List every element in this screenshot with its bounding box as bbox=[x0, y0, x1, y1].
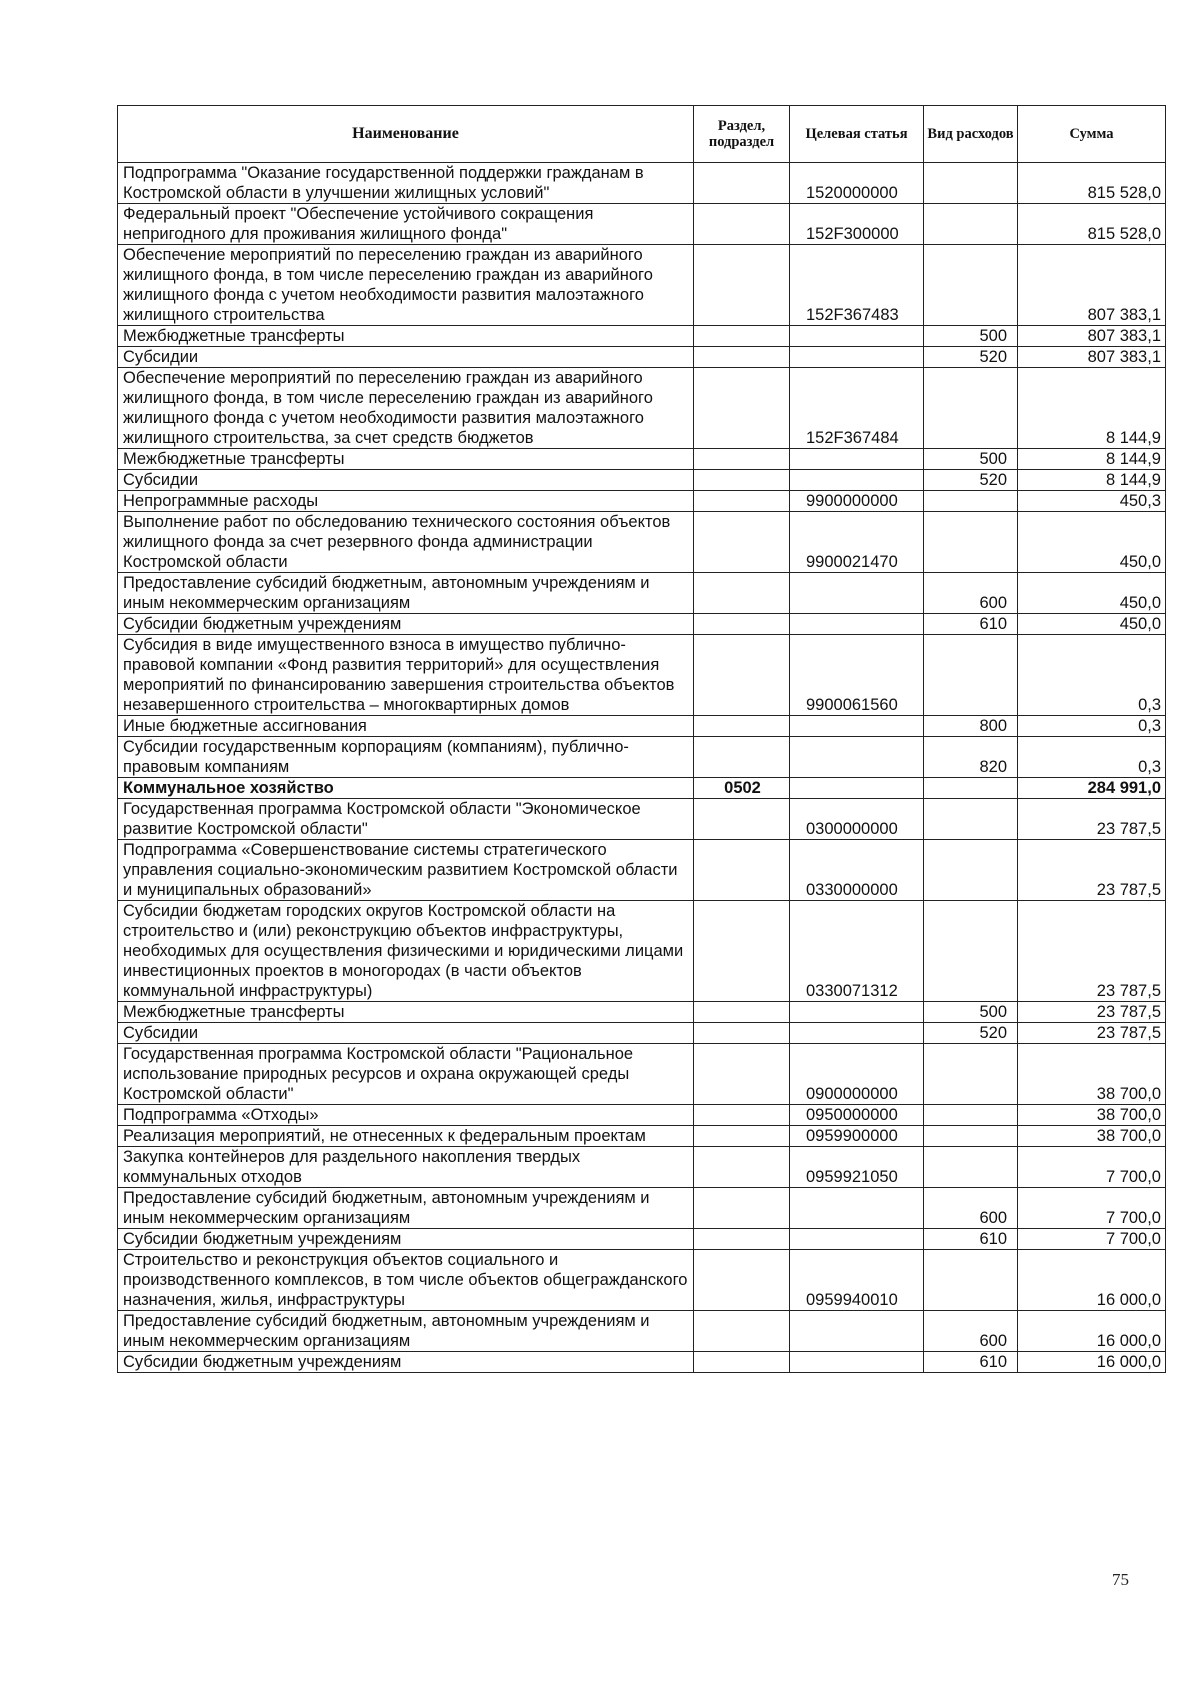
cell-name: Подпрограмма "Оказание государственной поддержки гражданам в Костромской области в улучшении жилищных условий" bbox=[118, 163, 694, 204]
cell-kind bbox=[924, 1126, 1018, 1147]
header-target: Целевая статья bbox=[790, 106, 924, 163]
cell-name: Предоставление субсидий бюджетным, автономным учреждениям и иным некоммерческим организациям bbox=[118, 573, 694, 614]
table-row bbox=[118, 1105, 1166, 1126]
table-row bbox=[118, 1250, 1166, 1311]
cell-kind: 600 bbox=[924, 1188, 1018, 1229]
cell-section bbox=[694, 449, 790, 470]
cell-kind bbox=[924, 778, 1018, 799]
cell-section bbox=[694, 1126, 790, 1147]
cell-sum: 7 700,0 bbox=[1018, 1188, 1166, 1229]
cell-kind: 610 bbox=[924, 614, 1018, 635]
cell-section bbox=[694, 1002, 790, 1023]
cell-name: Коммунальное хозяйство bbox=[118, 778, 694, 799]
cell-target bbox=[790, 573, 924, 614]
table-row bbox=[118, 449, 1166, 470]
cell-target bbox=[790, 1002, 924, 1023]
table-row bbox=[118, 799, 1166, 840]
cell-name: Реализация мероприятий, не отнесенных к федеральным проектам bbox=[118, 1126, 694, 1147]
cell-target bbox=[790, 1229, 924, 1250]
cell-sum: 450,3 bbox=[1018, 491, 1166, 512]
cell-kind: 520 bbox=[924, 470, 1018, 491]
cell-name: Подпрограмма «Совершенствование системы стратегического управления социально-экономическим развитием Костромской области и муниципальных образований» bbox=[118, 840, 694, 901]
cell-sum: 7 700,0 bbox=[1018, 1229, 1166, 1250]
header-section: Раздел, подраздел bbox=[694, 106, 790, 163]
cell-name: Предоставление субсидий бюджетным, автономным учреждениям и иным некоммерческим организациям bbox=[118, 1188, 694, 1229]
cell-kind bbox=[924, 1105, 1018, 1126]
cell-target: 0300000000 bbox=[790, 799, 924, 840]
cell-sum: 38 700,0 bbox=[1018, 1044, 1166, 1105]
cell-target: 9900021470 bbox=[790, 512, 924, 573]
cell-target: 0330071312 bbox=[790, 901, 924, 1002]
table-row bbox=[118, 1044, 1166, 1105]
cell-section bbox=[694, 1105, 790, 1126]
cell-target: 9900061560 bbox=[790, 635, 924, 716]
cell-target: 0330000000 bbox=[790, 840, 924, 901]
cell-section bbox=[694, 901, 790, 1002]
cell-sum: 0,3 bbox=[1018, 635, 1166, 716]
cell-section bbox=[694, 245, 790, 326]
cell-section bbox=[694, 840, 790, 901]
cell-target bbox=[790, 347, 924, 368]
cell-sum: 16 000,0 bbox=[1018, 1352, 1166, 1373]
cell-sum: 807 383,1 bbox=[1018, 347, 1166, 368]
table-row bbox=[118, 1311, 1166, 1352]
table-row bbox=[118, 737, 1166, 778]
cell-kind bbox=[924, 1147, 1018, 1188]
cell-sum: 23 787,5 bbox=[1018, 1002, 1166, 1023]
cell-name: Межбюджетные трансферты bbox=[118, 449, 694, 470]
cell-target bbox=[790, 778, 924, 799]
cell-sum: 450,0 bbox=[1018, 614, 1166, 635]
cell-kind: 800 bbox=[924, 716, 1018, 737]
cell-name: Непрограммные расходы bbox=[118, 491, 694, 512]
cell-target: 0959921050 bbox=[790, 1147, 924, 1188]
cell-kind bbox=[924, 901, 1018, 1002]
cell-sum: 815 528,0 bbox=[1018, 204, 1166, 245]
header-name: Наименование bbox=[118, 106, 694, 163]
budget-table bbox=[117, 105, 1166, 1373]
cell-section bbox=[694, 326, 790, 347]
cell-sum: 450,0 bbox=[1018, 573, 1166, 614]
cell-kind bbox=[924, 1044, 1018, 1105]
cell-sum: 16 000,0 bbox=[1018, 1250, 1166, 1311]
cell-target: 0959940010 bbox=[790, 1250, 924, 1311]
table-row bbox=[118, 470, 1166, 491]
cell-sum: 0,3 bbox=[1018, 737, 1166, 778]
cell-section bbox=[694, 614, 790, 635]
cell-name: Федеральный проект "Обеспечение устойчивого сокращения непригодного для проживания жилищного фонда" bbox=[118, 204, 694, 245]
table-row bbox=[118, 491, 1166, 512]
table-row bbox=[118, 1002, 1166, 1023]
cell-kind bbox=[924, 245, 1018, 326]
cell-name: Субсидии bbox=[118, 347, 694, 368]
cell-kind: 600 bbox=[924, 573, 1018, 614]
cell-kind bbox=[924, 840, 1018, 901]
table-row bbox=[118, 1126, 1166, 1147]
cell-section bbox=[694, 1352, 790, 1373]
cell-kind bbox=[924, 799, 1018, 840]
cell-section bbox=[694, 163, 790, 204]
cell-sum: 38 700,0 bbox=[1018, 1126, 1166, 1147]
cell-kind: 610 bbox=[924, 1229, 1018, 1250]
cell-name: Субсидия в виде имущественного взноса в имущество публично-правовой компании «Фонд развития территорий» для осуществления мероприятий по финансированию завершения строительства объектов незавершенного строительства – многоквартирных домов bbox=[118, 635, 694, 716]
cell-section bbox=[694, 1311, 790, 1352]
table-row bbox=[118, 204, 1166, 245]
cell-kind: 500 bbox=[924, 449, 1018, 470]
table-row bbox=[118, 1352, 1166, 1373]
cell-section bbox=[694, 470, 790, 491]
cell-name: Субсидии государственным корпорациям (компаниям), публично-правовым компаниям bbox=[118, 737, 694, 778]
cell-name: Строительство и реконструкция объектов социального и производственного комплексов, в том числе объектов общегражданского назначения, жилья, инфраструктуры bbox=[118, 1250, 694, 1311]
cell-name: Иные бюджетные ассигнования bbox=[118, 716, 694, 737]
table-row bbox=[118, 716, 1166, 737]
cell-sum: 8 144,9 bbox=[1018, 368, 1166, 449]
cell-sum: 815 528,0 bbox=[1018, 163, 1166, 204]
cell-section bbox=[694, 1023, 790, 1044]
cell-section bbox=[694, 737, 790, 778]
cell-target: 9900000000 bbox=[790, 491, 924, 512]
table-row bbox=[118, 1147, 1166, 1188]
header-sum: Сумма bbox=[1018, 106, 1166, 163]
table-row bbox=[118, 901, 1166, 1002]
cell-kind: 520 bbox=[924, 1023, 1018, 1044]
cell-name: Субсидии бюджетным учреждениям bbox=[118, 614, 694, 635]
cell-sum: 23 787,5 bbox=[1018, 799, 1166, 840]
cell-target: 152F367484 bbox=[790, 368, 924, 449]
cell-section bbox=[694, 347, 790, 368]
table-header-row bbox=[118, 106, 1166, 163]
cell-name: Субсидии bbox=[118, 470, 694, 491]
cell-sum: 23 787,5 bbox=[1018, 840, 1166, 901]
cell-name: Субсидии бюджетным учреждениям bbox=[118, 1229, 694, 1250]
cell-kind bbox=[924, 635, 1018, 716]
table-row bbox=[118, 614, 1166, 635]
cell-kind bbox=[924, 204, 1018, 245]
cell-target bbox=[790, 716, 924, 737]
table-row bbox=[118, 326, 1166, 347]
table-row bbox=[118, 512, 1166, 573]
cell-kind: 600 bbox=[924, 1311, 1018, 1352]
cell-section bbox=[694, 1250, 790, 1311]
cell-kind: 610 bbox=[924, 1352, 1018, 1373]
cell-sum: 7 700,0 bbox=[1018, 1147, 1166, 1188]
cell-sum: 450,0 bbox=[1018, 512, 1166, 573]
page-number: 75 bbox=[1112, 1570, 1129, 1589]
table-row bbox=[118, 778, 1166, 799]
cell-sum: 23 787,5 bbox=[1018, 901, 1166, 1002]
cell-sum: 284 991,0 bbox=[1018, 778, 1166, 799]
cell-kind: 820 bbox=[924, 737, 1018, 778]
cell-kind: 520 bbox=[924, 347, 1018, 368]
cell-target: 0950000000 bbox=[790, 1105, 924, 1126]
cell-target bbox=[790, 470, 924, 491]
cell-section bbox=[694, 1229, 790, 1250]
cell-section bbox=[694, 635, 790, 716]
cell-target: 1520000000 bbox=[790, 163, 924, 204]
cell-target: 0959900000 bbox=[790, 1126, 924, 1147]
cell-target bbox=[790, 1188, 924, 1229]
cell-name: Государственная программа Костромской области "Рациональное использование природных ресурсов и охрана окружающей среды Костромской области" bbox=[118, 1044, 694, 1105]
cell-section bbox=[694, 512, 790, 573]
cell-name: Закупка контейнеров для раздельного накопления твердых коммунальных отходов bbox=[118, 1147, 694, 1188]
cell-target bbox=[790, 1023, 924, 1044]
cell-name: Обеспечение мероприятий по переселению граждан из аварийного жилищного фонда, в том числе переселению граждан из аварийного жилищного фонда с учетом необходимости развития малоэтажного жилищного строительства, за счет средств бюджетов bbox=[118, 368, 694, 449]
cell-name: Субсидии bbox=[118, 1023, 694, 1044]
table-row bbox=[118, 347, 1166, 368]
cell-kind bbox=[924, 163, 1018, 204]
cell-section: 0502 bbox=[694, 778, 790, 799]
cell-name: Субсидии бюджетным учреждениям bbox=[118, 1352, 694, 1373]
cell-sum: 807 383,1 bbox=[1018, 245, 1166, 326]
cell-sum: 0,3 bbox=[1018, 716, 1166, 737]
cell-name: Субсидии бюджетам городских округов Костромской области на строительство и (или) реконструкцию объектов инфраструктуры, необходимых для осуществления физическими и юридическими лицами инвестиционных проектов в моногородах (в части объектов коммунальной инфраструктуры) bbox=[118, 901, 694, 1002]
cell-name: Межбюджетные трансферты bbox=[118, 1002, 694, 1023]
cell-sum: 807 383,1 bbox=[1018, 326, 1166, 347]
cell-section bbox=[694, 799, 790, 840]
cell-name: Обеспечение мероприятий по переселению граждан из аварийного жилищного фонда, в том числе переселению граждан из аварийного жилищного фонда с учетом необходимости развития малоэтажного жилищного строительства bbox=[118, 245, 694, 326]
cell-kind: 500 bbox=[924, 1002, 1018, 1023]
cell-section bbox=[694, 1044, 790, 1105]
table-row bbox=[118, 368, 1166, 449]
cell-sum: 8 144,9 bbox=[1018, 470, 1166, 491]
cell-kind: 500 bbox=[924, 326, 1018, 347]
header-kind: Вид расходов bbox=[924, 106, 1018, 163]
table-row bbox=[118, 245, 1166, 326]
cell-target bbox=[790, 614, 924, 635]
table-row bbox=[118, 1229, 1166, 1250]
cell-section bbox=[694, 1147, 790, 1188]
table-row bbox=[118, 573, 1166, 614]
table-row bbox=[118, 1023, 1166, 1044]
cell-kind bbox=[924, 491, 1018, 512]
cell-sum: 38 700,0 bbox=[1018, 1105, 1166, 1126]
cell-target bbox=[790, 737, 924, 778]
table-body bbox=[118, 163, 1166, 1373]
cell-target bbox=[790, 1352, 924, 1373]
cell-section bbox=[694, 368, 790, 449]
cell-section bbox=[694, 204, 790, 245]
cell-target bbox=[790, 449, 924, 470]
cell-sum: 23 787,5 bbox=[1018, 1023, 1166, 1044]
cell-name: Предоставление субсидий бюджетным, автономным учреждениям и иным некоммерческим организациям bbox=[118, 1311, 694, 1352]
cell-name: Подпрограмма «Отходы» bbox=[118, 1105, 694, 1126]
cell-name: Выполнение работ по обследованию технического состояния объектов жилищного фонда за счет резервного фонда администрации Костромской области bbox=[118, 512, 694, 573]
table-row bbox=[118, 163, 1166, 204]
cell-target: 152F367483 bbox=[790, 245, 924, 326]
table-row bbox=[118, 1188, 1166, 1229]
cell-section bbox=[694, 573, 790, 614]
cell-sum: 16 000,0 bbox=[1018, 1311, 1166, 1352]
cell-section bbox=[694, 491, 790, 512]
cell-name: Межбюджетные трансферты bbox=[118, 326, 694, 347]
cell-target bbox=[790, 326, 924, 347]
cell-kind bbox=[924, 1250, 1018, 1311]
cell-name: Государственная программа Костромской области "Экономическое развитие Костромской области" bbox=[118, 799, 694, 840]
cell-target: 152F300000 bbox=[790, 204, 924, 245]
cell-section bbox=[694, 716, 790, 737]
cell-target bbox=[790, 1311, 924, 1352]
cell-kind bbox=[924, 368, 1018, 449]
table-row bbox=[118, 840, 1166, 901]
cell-section bbox=[694, 1188, 790, 1229]
cell-kind bbox=[924, 512, 1018, 573]
cell-target: 0900000000 bbox=[790, 1044, 924, 1105]
cell-sum: 8 144,9 bbox=[1018, 449, 1166, 470]
table-row bbox=[118, 635, 1166, 716]
